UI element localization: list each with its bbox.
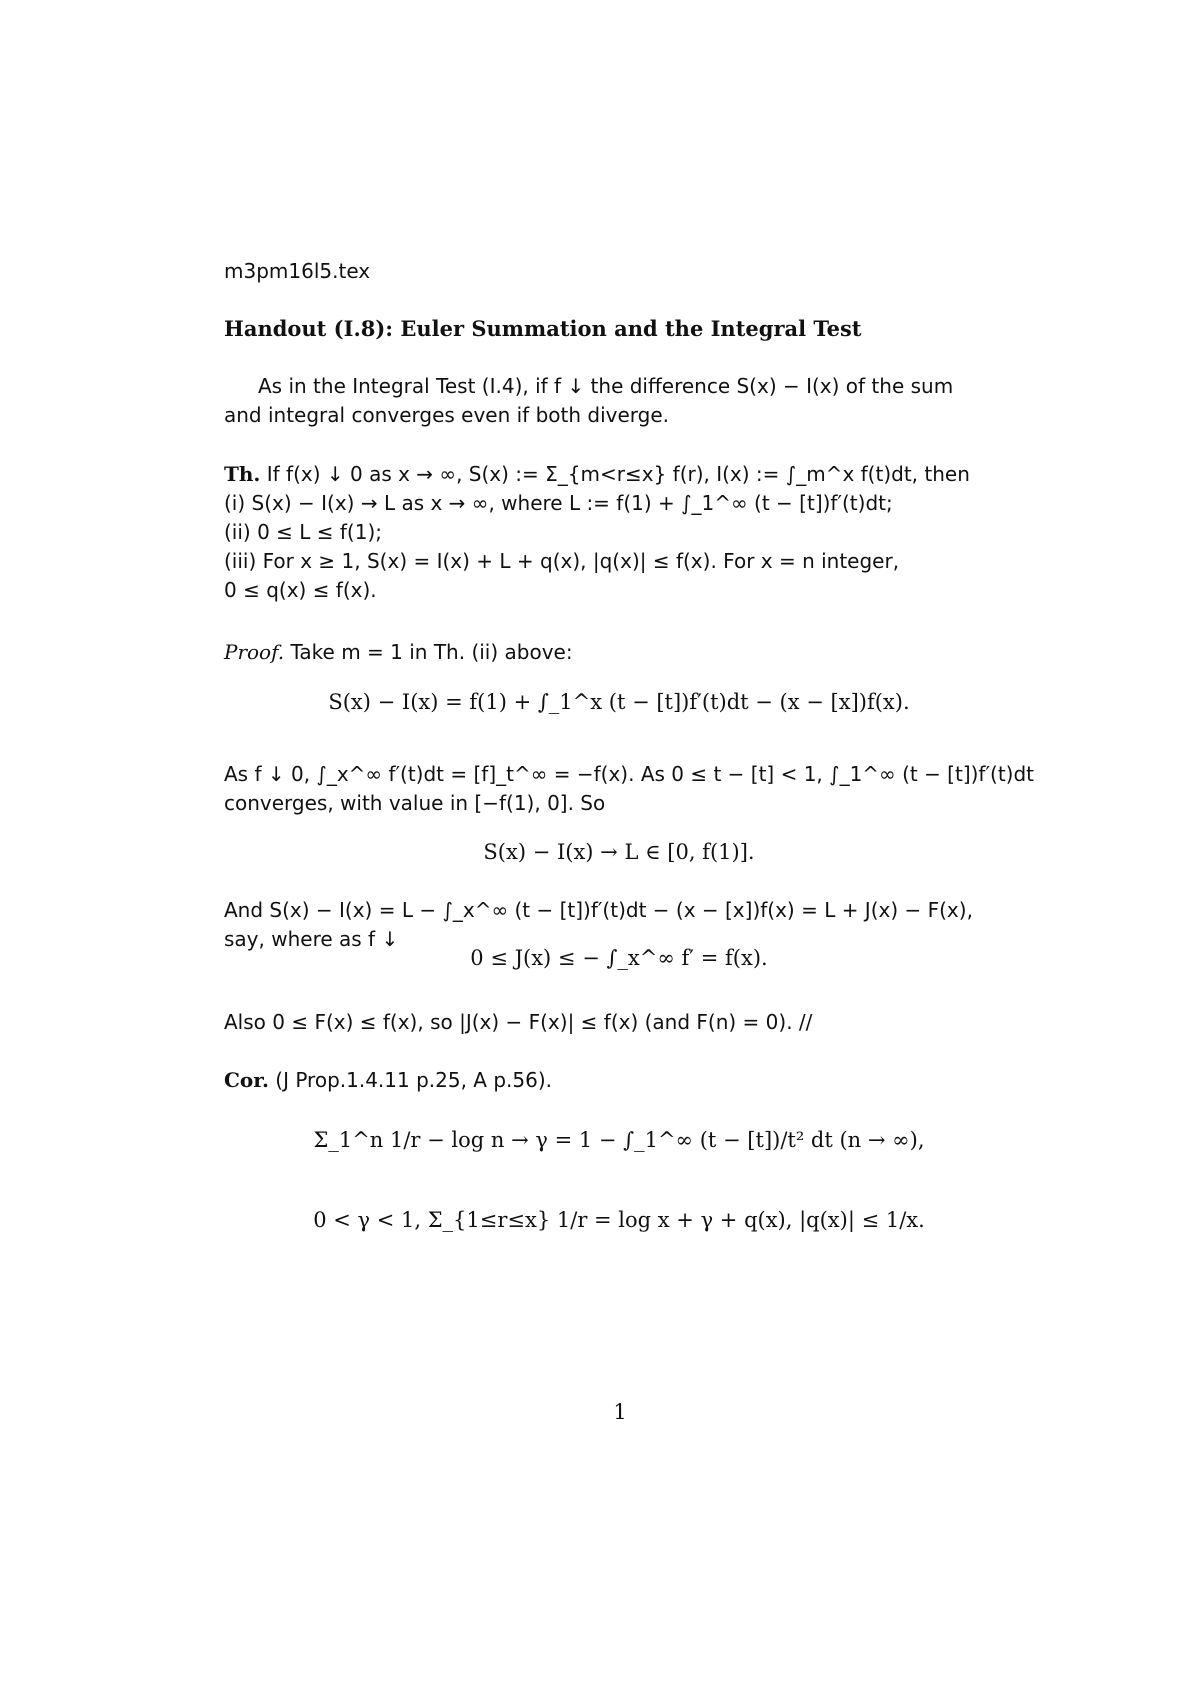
proof-text: Take m = 1 in Th. (ii) above:	[290, 640, 573, 664]
proof-paragraph-2	[224, 760, 1034, 818]
equation-3: 0 ≤ J(x) ≤ − ∫_x^∞ f′ = f(x).	[470, 946, 768, 970]
theorem-block	[224, 460, 1014, 605]
proof-intro	[224, 638, 1014, 667]
theorem-line-5: 0 ≤ q(x) ≤ f(x).	[224, 578, 377, 602]
theorem-line-3: (ii) 0 ≤ L ≤ f(1);	[224, 520, 382, 544]
corollary-label: Cor.	[224, 1068, 269, 1092]
proof-paragraph-4: Also 0 ≤ F(x) ≤ f(x), so |J(x) − F(x)| ≤ f(x) (and F(n) = 0). //	[224, 1010, 813, 1034]
theorem-label: Th.	[224, 462, 261, 486]
intro-paragraph	[224, 372, 1014, 430]
theorem-line-1: Th. If f(x) ↓ 0 as x → ∞, S(x) := Σ_{m<r≤x} f(r), I(x) := ∫_m^x f(t)dt, then	[224, 462, 970, 486]
equation-4: Σ_1^n 1/r − log n → γ = 1 − ∫_1^∞ (t − [t])/t² dt (n → ∞),	[313, 1128, 925, 1152]
intro-line-1: As in the Integral Test (I.4), if f ↓ the difference S(x) − I(x) of the sum	[258, 374, 954, 398]
corollary-block	[224, 1066, 1014, 1095]
equation-5: 0 < γ < 1, Σ_{1≤r≤x} 1/r = log x + γ + q(x), |q(x)| ≤ 1/x.	[313, 1208, 925, 1232]
proof-label: Proof.	[224, 640, 285, 664]
equation-1: S(x) − I(x) = f(1) + ∫_1^x (t − [t])f′(t)dt − (x − [x])f(x).	[328, 690, 910, 714]
filename: m3pm16l5.tex	[224, 259, 371, 283]
equation-2: S(x) − I(x) → L ∈ [0, f(1)].	[483, 840, 755, 864]
corollary-text: (J Prop.1.4.11 p.25, A p.56).	[275, 1068, 553, 1092]
para2-line-2: converges, with value in [−f(1), 0]. So	[224, 791, 606, 815]
page-title: Handout (I.8): Euler Summation and the Integral Test	[224, 316, 862, 341]
para3-line-1: And S(x) − I(x) = L − ∫_x^∞ (t − [t])f′(t)dt − (x − [x])f(x) = L + J(x) − F(x),	[224, 898, 973, 922]
theorem-line-4: (iii) For x ≥ 1, S(x) = I(x) + L + q(x), |q(x)| ≤ f(x). For x = n integer,	[224, 549, 900, 573]
theorem-line-2: (i) S(x) − I(x) → L as x → ∞, where L := f(1) + ∫_1^∞ (t − [t])f′(t)dt;	[224, 491, 893, 515]
page-number: 1	[613, 1400, 627, 1424]
intro-line-2: and integral converges even if both diverge.	[224, 403, 670, 427]
para2-line-1: As f ↓ 0, ∫_x^∞ f′(t)dt = [f]_t^∞ = −f(x). As 0 ≤ t − [t] < 1, ∫_1^∞ (t − [t])f′(t)dt	[224, 762, 1034, 786]
para3-line-2: say, where as f ↓	[224, 927, 399, 951]
